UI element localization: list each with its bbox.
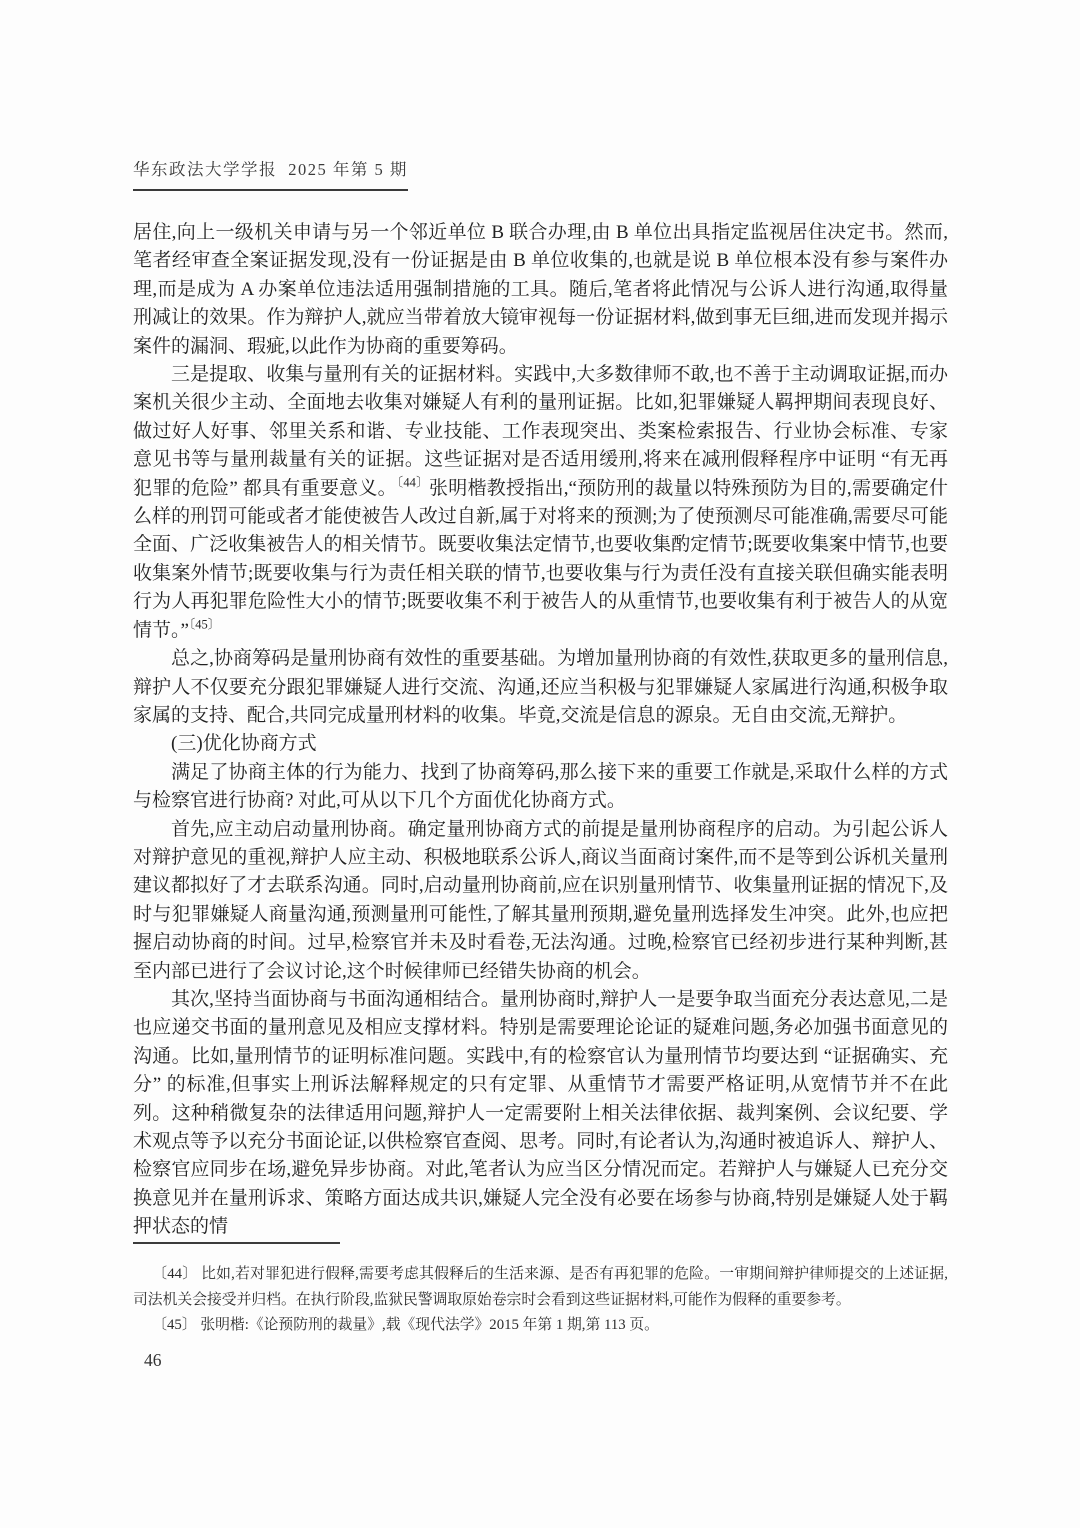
footnote-ref-45: 〔45〕	[188, 617, 221, 632]
footnote-divider	[133, 1242, 340, 1244]
footnote-45	[133, 1313, 948, 1339]
body-paragraph-first-point: 首先,应主动启动量刑协商。确定量刑协商方式的前提是量刑协商程序的启动。为引起公诉人对辩护意见的重视,辩护人应主动、积极地联系公诉人,商议当面商讨案件,而不是等到公诉机关量刑建议都拟好了才去联系沟通。同时,启动量刑协商前,应在识别量刑情节、收集量刑证据的情况下,及时与犯罪嫌疑人商量沟通,预测量刑可能性,了解其量刑预期,避免量刑选择发生冲突。此外,也应把握启动协商的时间。过早,检察官并未及时看卷,无法沟通。过晚,检察官已经初步进行某种判断,甚至内部已进行了会议讨论,这个时候律师已经错失协商的机会。	[133, 818, 948, 982]
footnote-text: 比如,若对罪犯进行假释,需要考虑其假释后的生活来源、是否有再犯罪的危险。一审期间辩护律师提交的上述证据,司法机关会接受并归档。在执行阶段,监狱民警调取原始卷宗时会看到这些证据材料,可能作为假释的重要参考。	[133, 1266, 948, 1308]
footnotes-section	[133, 1242, 948, 1339]
body-paragraph-summary: 总之,协商筹码是量刑协商有效性的重要基础。为增加量刑协商的有效性,获取更多的量刑信息,辩护人不仅要充分跟犯罪嫌疑人进行交流、沟通,还应当积极与犯罪嫌疑人家属进行沟通,积极争取家属的支持、配合,共同完成量刑材料的收集。毕竟,交流是信息的源泉。无自由交流,无辩护。	[133, 648, 948, 726]
section-heading-optimize-negotiation: (三)优化协商方式	[171, 733, 317, 755]
paragraph-text: 张明楷教授指出,“预防刑的裁量以特殊预防为目的,需要确定什么样的刑罚可能或者才能使被告人改过自新,属于对将来的预测;为了使预测尽可能准确,需要尽可能全面、广泛收集被告人的相关情节。既要收集法定情节,也要收集酌定情节;既要收集案中情节,也要收集案外情节;既要收集与行为责任相关联的情节,也要收集与行为责任没有直接关联但确实能表明行为人再犯罪危险性大小的情节;既要收集不利于被告人的从重情节,也要收集有利于被告人的从宽情节。”	[133, 477, 948, 641]
body-paragraph-intro-methods: 满足了协商主体的行为能力、找到了协商筹码,那么接下来的重要工作就是,采取什么样的方式与检察官进行协商? 对此,可从以下几个方面优化协商方式。	[133, 761, 948, 812]
body-paragraph-evidence-collection	[133, 361, 948, 645]
page-number: 46	[144, 1350, 162, 1370]
journal-title-issue: 华东政法大学学报 2025 年第 5 期	[133, 156, 408, 191]
page-header	[133, 156, 408, 191]
body-paragraph-continuation: 居住,向上一级机关申请与另一个邻近单位 B 联合办理,由 B 单位出具指定监视居住决定书。然而,笔者经审查全案证据发现,没有一份证据是由 B 单位收集的,也就是说 B 单位根本没有参与案件办理,而是成为 A 办案单位违法适用强制措施的工具。随后,笔者将此情况与公诉人进行沟通,取得量刑减让的效果。作为辩护人,就应当带着放大镜审视每一份证据材料,做到事无巨细,进而发现并揭示案件的漏洞、瑕疵,以此作为协商的重要筹码。	[133, 222, 948, 357]
footnote-ref-44: 〔44〕	[396, 475, 429, 490]
footnote-marker: 〔44〕	[152, 1266, 198, 1282]
body-paragraph-second-point: 其次,坚持当面协商与书面沟通相结合。量刑协商时,辩护人一是要争取当面充分表达意见,二是也应递交书面的量刑意见及相应支撑材料。特别是需要理论论证的疑难问题,务必加强书面意见的沟通。比如,量刑情节的证明标准问题。实践中,有的检察官认为量刑情节均要达到 “证据确实、充分” 的标准,但事实上刑诉法解释规定的只有定罪、从重情节才需要严格证明,从宽情节并不在此列。这种稍微复杂的法律适用问题,辩护人一定需要附上相关法律依据、裁判案例、会议纪要、学术观点等予以充分书面论证,以供检察官查阅、思考。同时,有论者认为,沟通时被追诉人、辩护人、检察官应同步在场,避免异步协商。对此,笔者认为应当区分情况而定。若辩护人与嫌疑人已充分交换意见并在量刑诉求、策略方面达成共识,嫌疑人完全没有必要在场参与协商,特别是嫌疑人处于羁押状态的情	[133, 988, 948, 1238]
article-body	[133, 219, 948, 1242]
paragraph-text: 三是提取、收集与量刑有关的证据材料。实践中,大多数律师不敢,也不善于主动调取证据,而办案机关很少主动、全面地去收集对嫌疑人有利的量刑证据。比如,犯罪嫌疑人羁押期间表现良好、做过好人好事、邻里关系和谐、专业技能、工作表现突出、类案检索报告、行业协会标准、专家意见书等与量刑裁量有关的证据。这些证据对是否适用缓刑,将来在减刑假释程序中证明 “有无再犯罪的危险” 都具有重要意义。	[133, 364, 948, 499]
footnote-text: 张明楷:《论预防刑的裁量》,载《现代法学》2015 年第 1 期,第 113 页。	[196, 1317, 659, 1333]
footnote-marker: 〔45〕	[152, 1317, 197, 1333]
footnote-44	[133, 1262, 948, 1313]
